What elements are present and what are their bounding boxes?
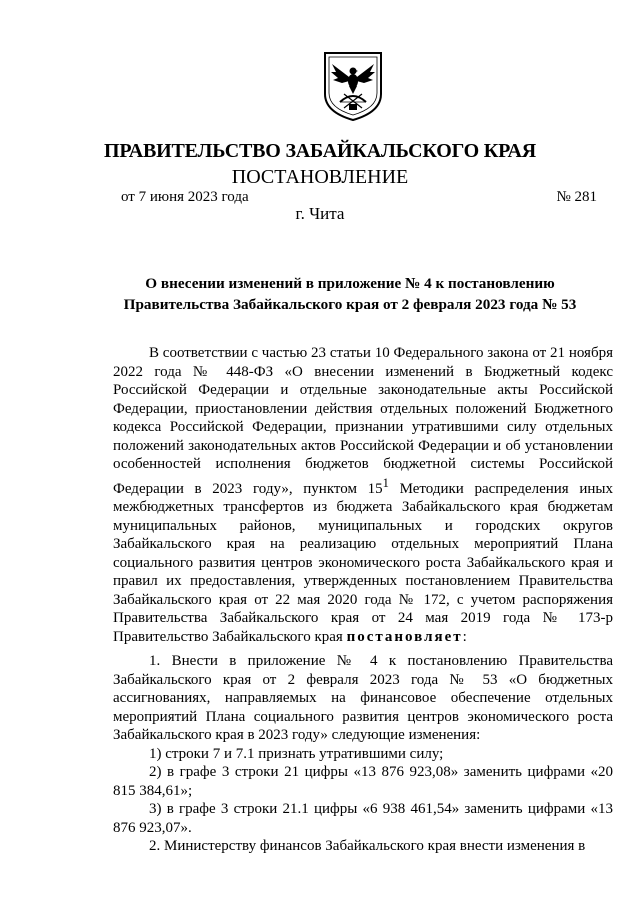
document-city: г. Чита xyxy=(295,204,345,223)
document-date: от 7 июня 2023 года xyxy=(121,189,249,205)
document-number: № 281 xyxy=(556,189,597,205)
document-body xyxy=(113,344,613,856)
item-1-subitem-1: 1) строки 7 и 7.1 признать утратившими силу; xyxy=(149,745,444,762)
preamble-superscript: 1 xyxy=(382,475,389,490)
heading-line-1: О внесении изменений в приложение № 4 к постановлению xyxy=(145,275,555,292)
item-1-paragraph: 1. Внести в приложение № 4 к постановлению Правительства Забайкальского края от 2 февраля 2023 года № 53 «О бюджетных ассигнованиях, направляемых на финансовое обеспечение отдельных мероприятий Плана социального развития центров экономического роста Забайкальского края в 2023 году» следующие изменения: xyxy=(113,653,613,743)
organization-title: ПРАВИТЕЛЬСТВО ЗАБАЙКАЛЬСКОГО КРАЯ xyxy=(103,140,537,162)
preamble-text-1: В соответствии с частью 23 статьи 10 Федерального закона от 21 ноября 2022 года № 448-ФЗ «О внесении изменений в Бюджетный кодекс Российской Федерации и отдельные законодательные акты Российской Федерации, приостановлении действия отдельных положений Бюджетного кодекса Российской Федерации, признании утратившими силу отдельных положений законодательных актов Российской Федерации и об установлении особенностей исполнения бюджетов бюджетной системы Российской Федерации в 2023 году», пунктом 15 xyxy=(113,345,613,497)
preamble-paragraph xyxy=(113,344,613,646)
item-1-subitem-3: 3) в графе 3 строки 21.1 цифры «6 938 461,54» заменить цифрами «13 876 923,07». xyxy=(113,801,613,836)
item-2-paragraph: 2. Министерству финансов Забайкальского края внести изменения в xyxy=(149,838,586,854)
preamble-end: : xyxy=(462,628,467,645)
preamble-text-2: Методики распределения иных межбюджетных трансфертов из бюджета Забайкальского края бюджетам муниципальных районов, муниципальных и городских округов Забайкальского края на реализацию отдельных мероприятий Плана социального развития центров экономического роста Забайкальского края и правил их предоставления, утвержденных постановлением Правительства Забайкальского края от 22 мая 2020 года № 172, с учетом распоряжения Правительства Забайкальского края от 24 мая 2019 года № 173-р Правительство Забайкальского края xyxy=(113,480,613,645)
document-type: ПОСТАНОВЛЕНИЕ xyxy=(231,166,409,188)
coat-of-arms-icon xyxy=(322,50,384,122)
item-1-subitem-2: 2) в графе 3 строки 21 цифры «13 876 923,08» заменить цифрами «20 815 384,61»; xyxy=(113,764,613,799)
document-heading xyxy=(90,273,610,315)
heading-line-2: Правительства Забайкальского края от 2 февраля 2023 года № 53 xyxy=(123,296,577,313)
preamble-keyword: постановляет xyxy=(346,628,463,645)
